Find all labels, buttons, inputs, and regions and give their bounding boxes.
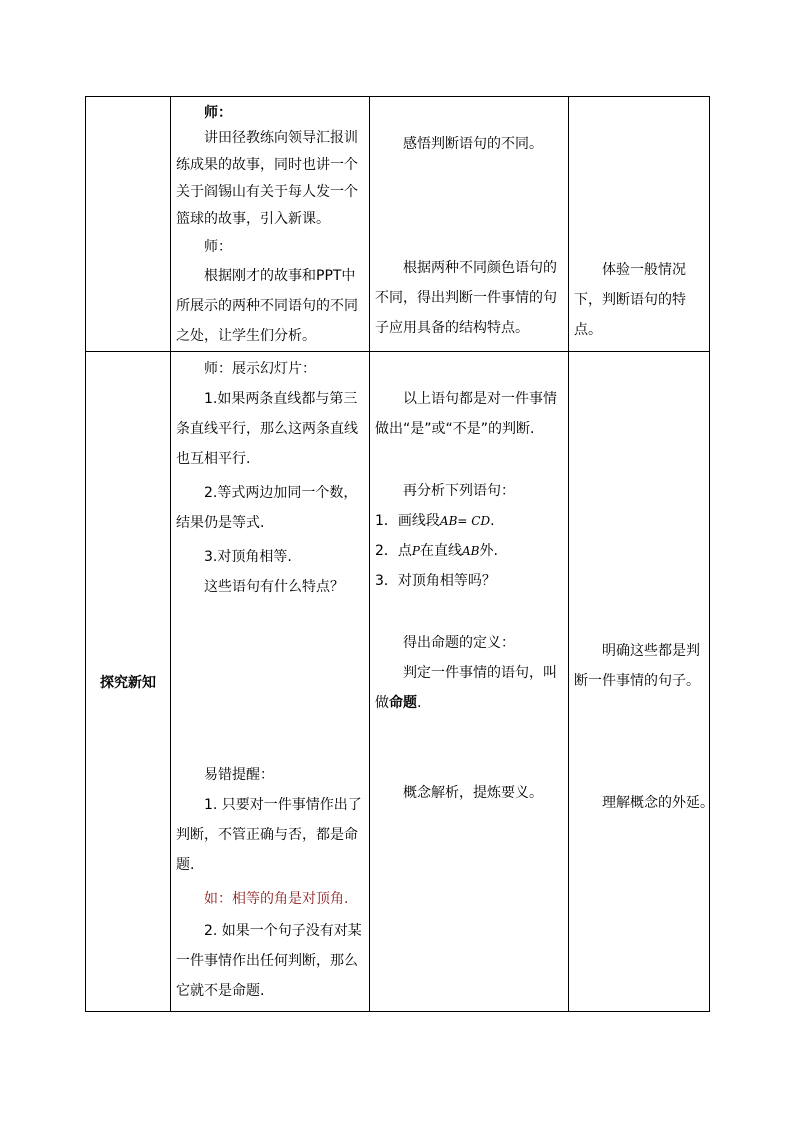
student-item: 1．画线段AB= CD. bbox=[375, 513, 495, 529]
teacher-text: 3.对顶角相等. bbox=[204, 549, 292, 565]
section-cell bbox=[86, 97, 171, 352]
student-activity-cell bbox=[370, 97, 569, 352]
intent-text: 明确这些都是判断一件事情的句子。 bbox=[574, 643, 700, 689]
teacher-text: 1. 只要对一件事情作出了判断，不管正确与否，都是命题. bbox=[176, 797, 362, 873]
student-text: 根据两种不同颜色语句的不同，得出判断一件事情的句子应用具备的结构特点。 bbox=[375, 260, 557, 336]
teacher-text: 2. 如果一个句子没有对某一件事情作出任何判断，那么它就不是命题. bbox=[176, 923, 362, 999]
student-item: 3．对顶角相等吗？ bbox=[375, 573, 496, 589]
design-intent-cell bbox=[569, 352, 714, 1012]
teacher-question: 这些语句有什么特点？ bbox=[204, 579, 344, 595]
student-text: 以上语句都是对一件事情做出“是”或“不是”的判断. bbox=[375, 391, 557, 437]
student-text: 再分析下列语句： bbox=[403, 483, 515, 499]
teacher-text: 根据刚才的故事和PPT中所展示的两种不同语句的不同之处，让学生们分析。 bbox=[176, 268, 358, 344]
teacher-label: 师： bbox=[204, 239, 232, 255]
section-cell bbox=[86, 352, 171, 1012]
teacher-activity-cell bbox=[171, 352, 370, 1012]
table-row bbox=[86, 97, 710, 352]
intent-text: 体验一般情况下，判断语句的特点。 bbox=[574, 262, 686, 338]
error-reminder-label: 易错提醒： bbox=[204, 767, 274, 783]
teacher-text: 师：展示幻灯片： bbox=[204, 361, 316, 377]
student-text: 概念解析，提炼要义。 bbox=[403, 785, 543, 801]
definition-text: 判定一件事情的语句，叫做命题. bbox=[375, 665, 557, 711]
lesson-plan-table bbox=[85, 96, 714, 1012]
example-text: 如：相等的角是对顶角. bbox=[204, 891, 349, 907]
student-text: 得出命题的定义： bbox=[403, 635, 515, 651]
teacher-activity-cell bbox=[171, 97, 370, 352]
student-activity-cell bbox=[370, 352, 569, 1012]
design-intent-cell bbox=[569, 97, 710, 352]
teacher-text: 讲田径教练向领导汇报训练成果的故事，同时也讲一个关于阎锡山有关于每人发一个篮球的故事，引入新课。 bbox=[176, 130, 358, 227]
intent-text: 理解概念的外延。 bbox=[602, 795, 714, 811]
section-label: 探究新知 bbox=[100, 674, 156, 691]
teacher-label: 师： bbox=[204, 105, 232, 121]
teacher-text: 1.如果两条直线都与第三条直线平行，那么这两条直线也互相平行. bbox=[176, 391, 358, 467]
teacher-text: 2.等式两边加同一个数，结果仍是等式. bbox=[176, 485, 358, 531]
table-row bbox=[86, 352, 710, 1012]
student-text: 感悟判断语句的不同。 bbox=[403, 136, 543, 152]
student-item: 2．点P在直线AB外. bbox=[375, 543, 498, 559]
